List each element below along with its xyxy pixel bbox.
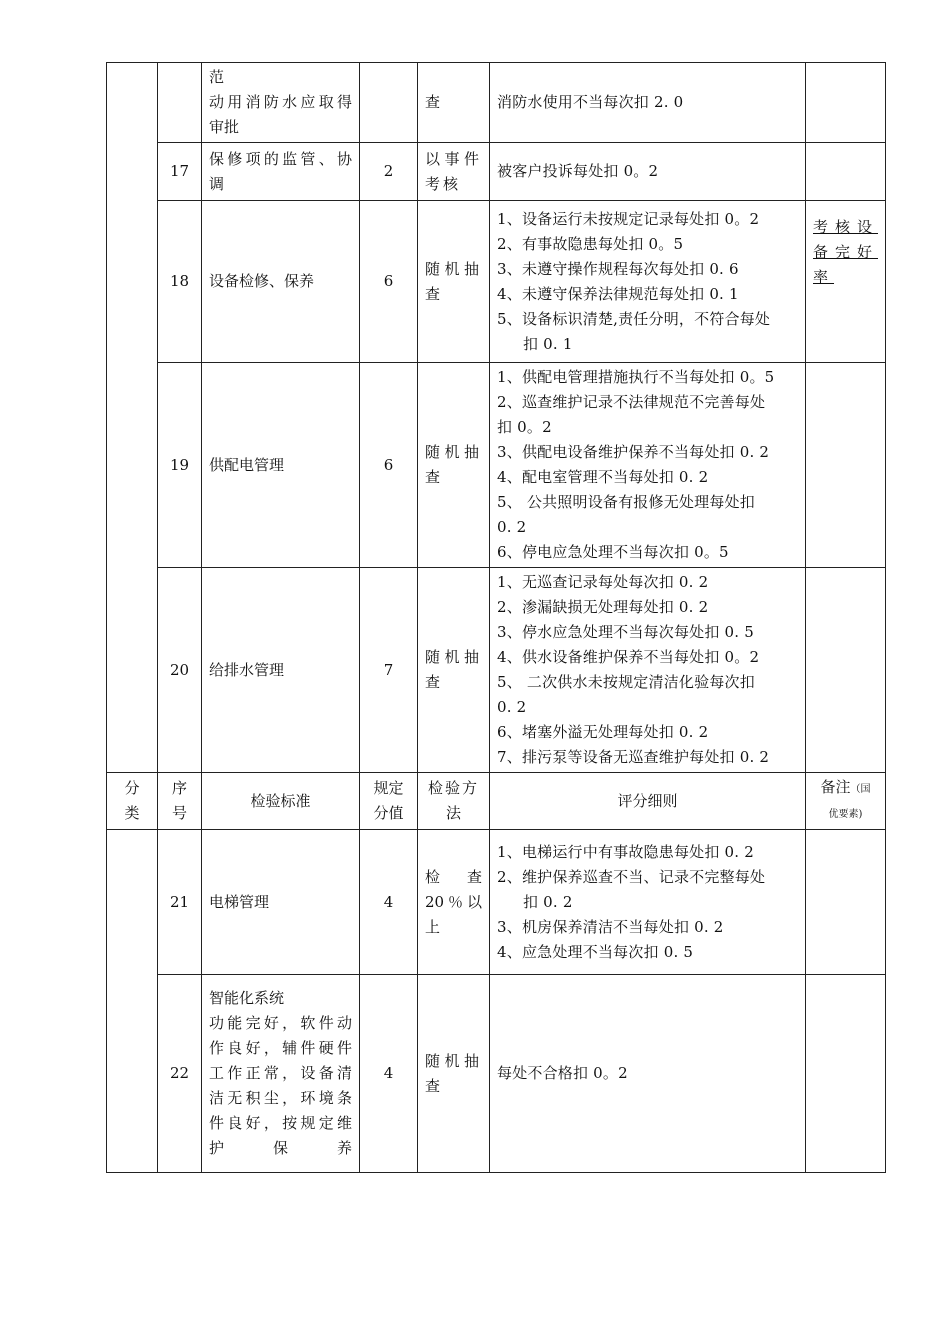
- detail-line: 4、供水设备维护保养不当每处扣 0。2: [497, 648, 760, 666]
- inspection-standards-table: [106, 62, 886, 1173]
- row-score: 4: [360, 975, 418, 1173]
- row-details: [490, 143, 806, 201]
- table-row: [107, 568, 886, 773]
- detail-line: 0. 2: [497, 518, 527, 536]
- header-method: [418, 773, 490, 830]
- row-method: [418, 830, 490, 975]
- detail-line: 被客户投诉每处扣 0。2: [497, 162, 659, 180]
- detail-line: 6、停电应急处理不当每次扣 0。5: [497, 543, 729, 561]
- row-details: [490, 363, 806, 568]
- header-note: [806, 773, 886, 830]
- row-method: 以事件考核: [418, 143, 490, 201]
- header-score-line: 规定: [373, 779, 404, 797]
- row-standard: [202, 201, 360, 363]
- standard-line: 件良好，按规定维: [209, 1114, 352, 1132]
- header-number-line: 序: [171, 779, 187, 797]
- row-method: 随机抽查: [418, 568, 490, 773]
- row-standard: [202, 363, 360, 568]
- row-number: 22: [158, 975, 202, 1173]
- table-row: [107, 363, 886, 568]
- header-note-label: 备注: [820, 778, 851, 796]
- row-score: [360, 63, 418, 143]
- row-score: 6: [360, 201, 418, 363]
- table-row: [107, 63, 886, 143]
- row-note: [806, 143, 886, 201]
- detail-line: 4、未遵守保养法律规范每处扣 0. 1: [497, 284, 739, 303]
- detail-line: 5、 公共照明设备有报修无处理每处扣: [497, 493, 755, 511]
- detail-line: 1、电梯运行中有事故隐患每处扣 0. 2: [497, 842, 754, 861]
- row-score: 4: [360, 830, 418, 975]
- row-details: [490, 63, 806, 143]
- standard-line: 洁无积尘，环境条: [209, 1089, 352, 1107]
- note-text: 考核设备完好率: [813, 218, 878, 286]
- header-score-line: 分值: [373, 804, 404, 822]
- row-note: [806, 830, 886, 975]
- detail-line: 7、排污泵等设备无巡查维护每处扣 0. 2: [497, 748, 770, 766]
- row-method: 查: [418, 63, 490, 143]
- standard-line: 作良好，辅件硬件: [209, 1039, 352, 1057]
- header-method-line: 法: [445, 804, 461, 822]
- header-category-line: 分: [124, 779, 140, 797]
- detail-line: 3、供配电设备维护保养不当每处扣 0. 2: [497, 443, 770, 461]
- detail-line: 2、渗漏缺损无处理每处扣 0. 2: [497, 598, 709, 616]
- standard-line: 智能化系统: [209, 989, 285, 1007]
- standard-line: 护保养: [209, 1139, 352, 1157]
- row-method: 随机抽查: [418, 975, 490, 1173]
- header-note-small: 优要素): [828, 809, 863, 820]
- detail-line: 3、机房保养清洁不当每处扣 0. 2: [497, 917, 724, 936]
- row-number: 20: [158, 568, 202, 773]
- standard-line: 给排水管理: [209, 660, 285, 679]
- row-standard: [202, 143, 360, 201]
- detail-line: 5、 二次供水未按规定清洁化验每次扣: [497, 673, 755, 691]
- row-note: [806, 568, 886, 773]
- table-row: [107, 143, 886, 201]
- row-details: [490, 975, 806, 1173]
- header-method-line: 检验方: [427, 779, 479, 797]
- header-details: 评分细则: [490, 773, 806, 830]
- row-standard: [202, 568, 360, 773]
- row-number: 17: [158, 143, 202, 201]
- detail-line: 1、设备运行未按规定记录每处扣 0。2: [497, 209, 760, 228]
- detail-line: 4、配电室管理不当每处扣 0. 2: [497, 468, 709, 486]
- detail-line: 消防水使用不当每次扣 2. 0: [497, 93, 684, 111]
- standard-line: 功能完好，软件动: [209, 1014, 352, 1032]
- row-standard: [202, 830, 360, 975]
- row-method: 随机抽查: [418, 201, 490, 363]
- detail-line: 2、巡查维护记录不法律规范不完善每处: [497, 393, 766, 411]
- detail-line: 4、应急处理不当每次扣 0. 5: [497, 942, 694, 961]
- detail-line: 5、设备标识清楚,责任分明，不符合每处: [497, 309, 771, 328]
- row-standard: [202, 975, 360, 1173]
- standard-line: 供配电管理: [209, 455, 285, 474]
- table-header-row: [107, 773, 886, 830]
- category-cell: [107, 830, 158, 1173]
- standard-line: 电梯管理: [209, 892, 270, 911]
- row-note: [806, 975, 886, 1173]
- standard-line: 工作正常，设备清: [209, 1064, 352, 1082]
- detail-line: 1、无巡查记录每处每次扣 0. 2: [497, 573, 709, 591]
- detail-line: 扣 0。2: [497, 418, 552, 436]
- header-standard: 检验标准: [202, 773, 360, 830]
- row-score: 2: [360, 143, 418, 201]
- detail-line: 每处不合格扣 0。2: [497, 1064, 628, 1082]
- detail-line: 3、未遵守操作规程每次每处扣 0. 6: [497, 259, 739, 278]
- header-number-line: 号: [171, 804, 187, 822]
- detail-line: 2、维护保养巡查不当、记录不完整每处: [497, 867, 766, 886]
- category-cell: [107, 63, 158, 773]
- header-number: [158, 773, 202, 830]
- detail-line: 扣 0. 1: [523, 334, 573, 353]
- row-number: [158, 63, 202, 143]
- row-details: [490, 830, 806, 975]
- row-note: [806, 63, 886, 143]
- detail-line: 2、有事故隐患每处扣 0。5: [497, 234, 684, 253]
- row-note: [806, 363, 886, 568]
- row-number: 18: [158, 201, 202, 363]
- detail-line: 6、堵塞外溢无处理每处扣 0. 2: [497, 723, 709, 741]
- row-details: [490, 568, 806, 773]
- method-line: 检 查: [425, 867, 482, 886]
- row-score: 6: [360, 363, 418, 568]
- standard-line: 动用消防水应取得: [209, 93, 352, 111]
- table-row: [107, 830, 886, 975]
- row-number: 21: [158, 830, 202, 975]
- row-note: [806, 201, 886, 363]
- standard-line: 设备检修、保养: [209, 272, 315, 290]
- method-line: 20％以: [425, 892, 482, 911]
- method-line: 上: [425, 917, 441, 936]
- row-standard: [202, 63, 360, 143]
- detail-line: 0. 2: [497, 698, 527, 716]
- header-category: [107, 773, 158, 830]
- header-score: [360, 773, 418, 830]
- detail-line: 1、供配电管理措施执行不当每处扣 0。5: [497, 368, 775, 386]
- table-row: [107, 975, 886, 1173]
- standard-line: 保修项的监管、协: [209, 149, 352, 168]
- row-number: 19: [158, 363, 202, 568]
- header-note-small: （国: [850, 784, 871, 795]
- row-method: 随机抽查: [418, 363, 490, 568]
- standard-line: 审批: [209, 118, 240, 136]
- standard-line: 调: [209, 174, 225, 193]
- detail-line: 扣 0. 2: [523, 892, 573, 911]
- row-score: 7: [360, 568, 418, 773]
- row-details: [490, 201, 806, 363]
- standard-line: 范: [209, 68, 225, 86]
- header-category-line: 类: [124, 804, 140, 822]
- detail-line: 3、停水应急处理不当每次每处扣 0. 5: [497, 623, 754, 641]
- table-row: [107, 201, 886, 363]
